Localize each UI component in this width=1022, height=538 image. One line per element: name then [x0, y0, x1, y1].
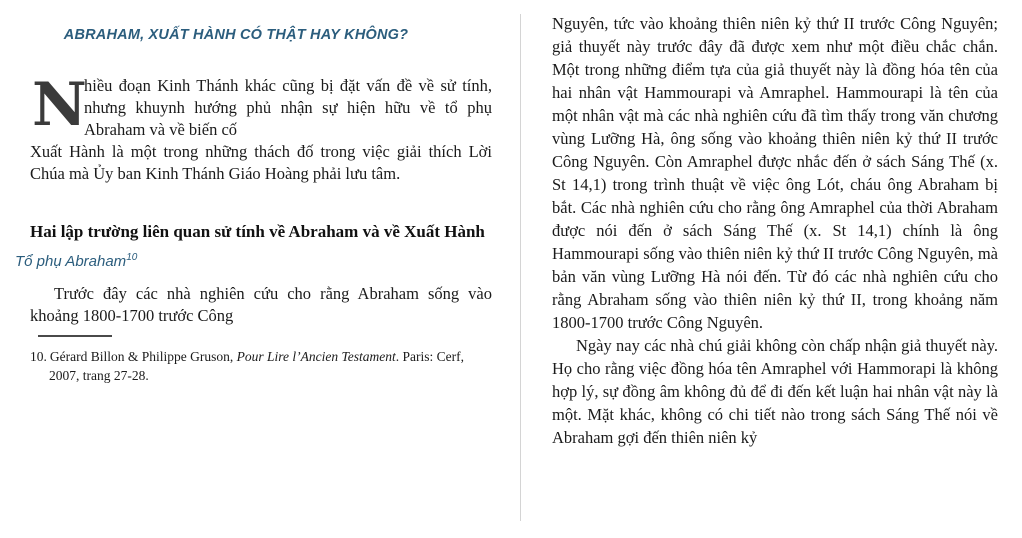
section-heading: Hai lập trường liên quan sử tính về Abraham và về Xuất Hành — [30, 222, 485, 241]
subsection-heading-text: Tổ phụ Abraham — [15, 253, 127, 270]
page-divider — [520, 14, 521, 521]
body-paragraph: Trước đây các nhà nghiên cứu cho rằng Abraham sống vào khoảng 1800-1700 trước Công — [30, 284, 492, 325]
footnote-book-title: Pour Lire l’Ancien Testament — [236, 349, 396, 364]
footnote-reference: 10 — [126, 252, 138, 263]
right-paragraph-2: Ngày nay các nhà chú giải không còn chấp nhận giả thuyết này. Họ cho rằng việc đồng hóa tên Amraphel với Hammorapi là không hợp lý, sự đồng âm không đủ để đi đến kết luận hai nhân vật này là một. Mặt khác, không có chi tiết nào trong sách Sáng Thế nói về Abraham gợi đến thiên niên kỷ — [552, 336, 998, 447]
footnote-text-before: Gérard Billon & Philippe Gruson, — [49, 349, 237, 364]
lead-paragraph-text: hiều đoạn Kinh Thánh khác cũng bị đặt vấn đề về sử tính, nhưng khuynh hướng phủ nhận sự hiện hữu về tổ phụ Abraham và về biến cố — [84, 76, 492, 139]
footnote-text-after: . Paris: Cerf, 2007, trang 27-28. — [49, 349, 464, 383]
left-page-column — [15, 0, 492, 385]
drop-cap-initial: N — [32, 70, 87, 140]
right-page-column — [552, 12, 998, 449]
footnote-separator — [38, 335, 112, 337]
footnote-number: 10. — [30, 349, 47, 364]
lead-paragraph — [30, 70, 492, 141]
lead-paragraph-continuation: Xuất Hành là một trong những thách đố trong việc giải thích Lời Chúa mà Ủy ban Kinh Thánh Giáo Hoàng phải lưu tâm. — [30, 142, 492, 183]
subsection-heading — [15, 253, 492, 271]
right-paragraph-1: Nguyên, tức vào khoảng thiên niên kỷ thứ II trước Công Nguyên; giả thuyết này trước đây đã được xem như một điều chắc chắn. Một trong những điểm tựa của giả thuyết này là đồng hóa tên của hai nhân vật Hammourapi và Amraphel. Hammourapi là tên của một nhân vật mà các nhà nghiên cứu đã tìm thấy trong văn chương vùng Lưỡng Hà, ông sống vào khoảng thiên niên kỷ thứ II trước Công Nguyên. Còn Amraphel được nhắc đến ở sách Sáng Thế (x. St 14,1) trong trình thuật về việc ông Lót, cháu ông Abraham bị bắt. Các nhà nghiên cứu cho rằng ông Amraphel của thời Abraham được nói đến ở sách Sáng Thế (x. St 14,1) chính là ông Hammourapi sống vào thiên niên kỷ thứ II trước Công Nguyên, mà bản văn vùng Lưỡng Hà nói đến. Từ đó các nhà nghiên cứu cho rằng Abraham sống vào thiên niên kỷ thứ II, trong khoảng năm 1800-1700 trước Công Nguyên. — [552, 14, 998, 332]
footnote — [30, 347, 492, 385]
chapter-title: ABRAHAM, XUẤT HÀNH CÓ THẬT HAY KHÔNG? — [63, 27, 409, 43]
